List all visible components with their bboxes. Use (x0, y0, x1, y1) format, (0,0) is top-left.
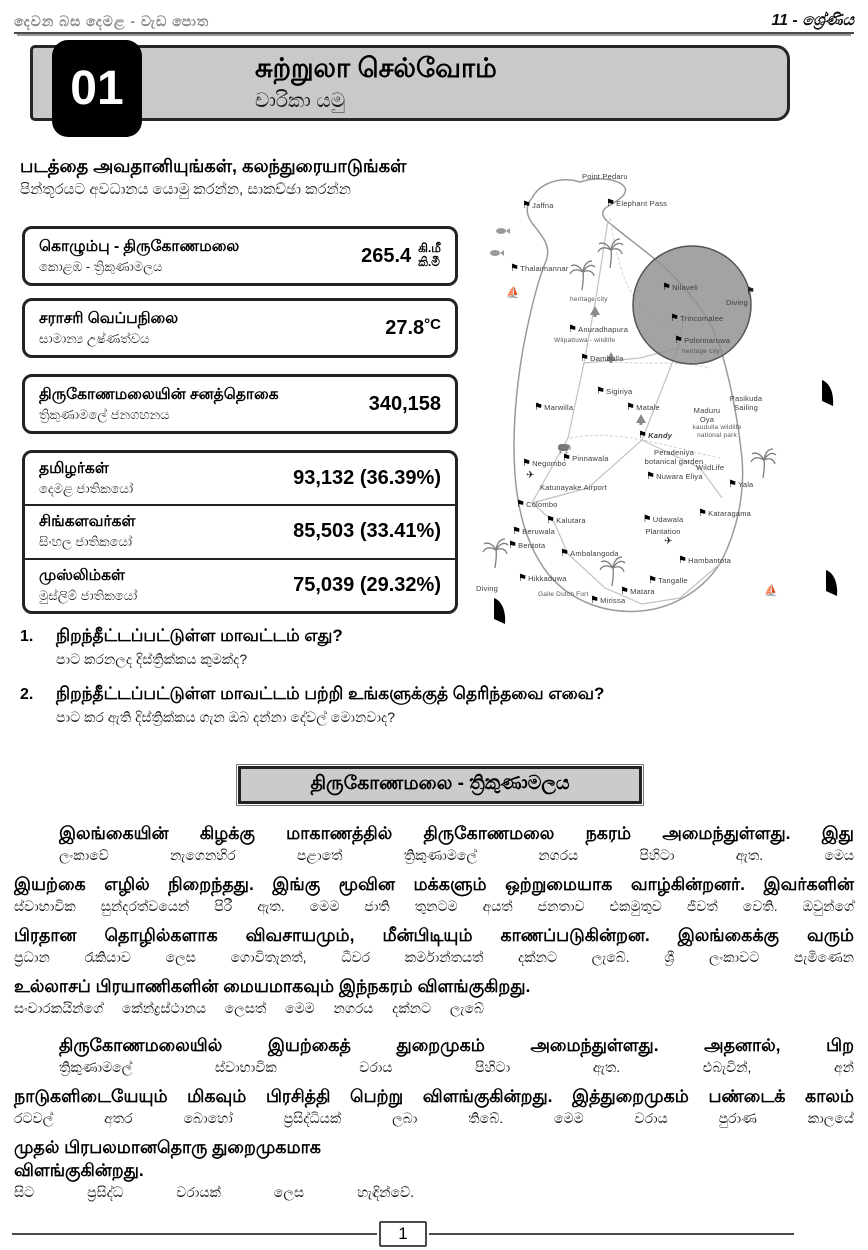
map-label-udawala-plantation: ⚑ Udawala Plantation (636, 514, 690, 536)
question-1 (20, 626, 858, 668)
table-row-tamils (25, 453, 455, 504)
map-label-ambalangoda: ⚑ Ambalangoda (560, 548, 619, 559)
sinhalese-label-tamil: சிங்களவர்கள் (39, 513, 136, 531)
question-2-tamil: நிறந்தீட்டப்பட்டுள்ள மாவட்டம் பற்றி உங்களுக்குத் தெரிந்தவை எவை? (56, 684, 605, 703)
passage-line-tamil: இலங்கையின் கிழக்கு மாகாணத்தில் திருகோணமலை நகரம் அமைந்துள்ளது. இது (59, 823, 854, 843)
temperature-label-sinhala: සාමාන්‍ය උෂ්ණත්වය (39, 330, 150, 346)
fact-box-temperature (22, 298, 458, 358)
page-footer (12, 1221, 794, 1247)
distance-unit-sinhala: කි.මී (418, 255, 440, 269)
map-label-bentota: ⚑ Bentota (508, 540, 545, 551)
map-label-kalutara: ⚑ Kalutara (546, 515, 586, 526)
instruction-sinhala: පින්තූරයට අවධානය යොමු කරන්න, සාකච්ඡා කරන්න (20, 181, 351, 198)
lesson-title-sinhala: චාරිකා යමු (255, 90, 346, 112)
passage-line-tamil: முதல் பிரபலமானதொரு துறைமுகமாக விளங்குகின்றது. (14, 1137, 321, 1180)
map-label-katunayake-airport: Katunayake Airport (540, 483, 607, 492)
passage-line-sinhala: සංචාරකයින්ගේ කේන්ද්‍රස්ථානය ලෙසත් මෙම නගරය දක්නට ලැබේ (14, 1000, 484, 1016)
map-label-pasikuda-sailing: Pasikuda Sailing (729, 394, 763, 413)
passage-line-sinhala: සිට ප්‍රසිද්ධ වරායක් ලෙස හැඳින්වේ. (14, 1184, 414, 1200)
passage-line-tamil: உல்லாசப் பிரயாணிகளின் மையமாகவும் இந்நகரம் விளங்குகிறது. (14, 976, 531, 996)
muslims-value: 75,039 (29.32%) (293, 573, 441, 596)
map-label-dambulla: ⚑ Dambulla (580, 353, 623, 364)
question-2-sinhala: පාට කර ඇති දිස්ත්‍රික්කය ගැන ඔබ දන්නා දේවල් මොනවාද? (56, 709, 396, 725)
passage-line-tamil: இயற்கை எழில் நிறைந்தது. இங்கு மூவின மக்களும் ஒற்றுமையாக வாழ்கின்றனர். இவர்களின் (14, 874, 854, 894)
map-label-diving-southwest: Diving (476, 584, 499, 593)
section-title: திருகோணமலை - ත්‍රිකුණාමලය (238, 766, 642, 804)
muslims-label-sinhala: මුස්ලිම් ජාතිකයෝ (39, 587, 138, 603)
table-row-muslims (25, 558, 455, 611)
map-label-wildlife: WildLife (696, 463, 725, 472)
page-header (14, 4, 854, 34)
table-row-sinhalese (25, 504, 455, 557)
passage-line-sinhala: ලංකාවේ නැගෙනහිර පළාතේ ත්‍රිකුණාමලේ නගරය පිහිටා ඇත. මෙය (59, 847, 854, 863)
temperature-label-tamil: சராசரி வெப்பநிலை (39, 309, 179, 327)
footer-rule-right (429, 1233, 794, 1235)
map-label-jaffna: ⚑ Jaffna (522, 200, 554, 211)
population-label-sinhala: ත්‍රිකුණාමලේ ජනගහනය (39, 406, 170, 422)
instruction-block (20, 156, 540, 198)
fact-box-distance (22, 226, 458, 286)
footer-rule-left (12, 1233, 377, 1235)
map-label-colombo: ⚑ Colombo (516, 499, 558, 510)
sailboat-icon: ⛵ (506, 287, 520, 299)
map-label-wilpattuwa: Wilpattuwa - wildlife (554, 337, 616, 344)
map-label-heritage-city-anuradhapura: heritage city (570, 296, 608, 303)
map-label-maduru-oya: Maduru Oya (693, 406, 721, 425)
header-grade: 11 - ශ්‍රේණිය (771, 12, 854, 29)
fact-box-population (22, 374, 458, 434)
sailboat-icon: ⛵ (764, 585, 778, 597)
muslims-label-tamil: முஸ்லிம்கள் (39, 566, 126, 584)
passage-line-tamil: நாடுகளிடையேயும் மிகவும் பிரசித்தி பெற்று விளங்குகின்றது. இத்துறைமுகம் பண்டைக் காலம் (14, 1086, 854, 1106)
reading-passage (14, 822, 854, 1210)
question-2-number: 2. (20, 686, 34, 703)
map-label-galle-dutch-fort: Galle Dutch Fort (538, 591, 589, 598)
map-label-heritage-city-polonnaruwa: heritage city (682, 348, 720, 355)
passage-line-tamil: பிரதான தொழில்களாக விவசாயமும், மீன்பிடியும் காணப்படுகின்றன. இலங்கைக்கு வரும் (14, 925, 854, 945)
ethnic-population-table (22, 450, 458, 614)
map-label-matara: ⚑ Matara (620, 586, 655, 597)
passage-line-sinhala: ප්‍රධාන රැකියාව ලෙස ගොවිතැනත්, ධීවර කර්මාන්තයත් දක්නට ලැබේ. ශ්‍රී ලංකාවට පැමිණෙන (14, 949, 854, 965)
distance-label-sinhala: කොළඹ - ත්‍රිකුණාමලය (39, 258, 163, 274)
population-value: 340,158 (368, 392, 441, 415)
lesson-title-tamil: சுற்றுலா செல்வோம் (255, 53, 497, 83)
tamils-label-sinhala: දෙමළ ජාතිකයෝ (39, 481, 134, 497)
temperature-unit: °C (424, 315, 441, 333)
passage-line-tamil: திருகோணமலையில் இயற்கைத் துறைமுகம் அமைந்துள்ளது. அதனால், பிற (59, 1035, 854, 1055)
map-label-thalaimannar: ⚑ Thalaimannar (510, 263, 568, 274)
map-label-polonnaruwa: ⚑ Polonnaruwa (674, 335, 730, 346)
map-label-nilaveli: ⚑ Nilaveli (662, 282, 698, 293)
map-label-diving-east: Diving (726, 298, 749, 307)
passage-line-sinhala: ත්‍රිකුණාමලේ ස්වාභාවික වරාය පිහිටා ඇත. එබැවින්, අන් (59, 1059, 854, 1075)
passage-line-sinhala: රටවල් අතර බොහෝ ප්‍රසිද්ධියක් ලබා තිබේ. මෙම වරාය පුරාණ කාලයේ (14, 1110, 854, 1126)
map-label-mirissa: ⚑ Mirissa (590, 595, 625, 606)
map-label-hambantota: ⚑ Hambantota (678, 555, 731, 566)
map-label-matale: ⚑ Matale (626, 402, 660, 413)
map-label-nuwara-eliya: ⚑ Nuwara Eliya (646, 471, 703, 482)
map-label-point-pedro: Point Pedaru (582, 172, 628, 181)
map-label-hikkaduwa: ⚑ Hikkaduwa (518, 573, 567, 584)
question-1-number: 1. (20, 628, 34, 645)
map-label-negombo: ⚑ Negombo (522, 458, 566, 469)
map-label-yala: ⚑ Yala (728, 479, 753, 490)
distance-value: 265.4 (361, 244, 412, 267)
sinhalese-label-sinhala: සිංහල ජාතිකයෝ (39, 534, 133, 550)
map-label-trincomalee: ⚑ Trincomalee (670, 313, 723, 324)
question-2 (20, 684, 858, 726)
flag-pin-icon: ⚑ (746, 286, 755, 297)
tamils-label-tamil: தமிழர்கள் (39, 460, 109, 478)
page-number: 1 (379, 1221, 426, 1247)
sinhalese-value: 85,503 (33.41%) (293, 520, 441, 543)
map-label-peradeniya-garden: Peradeniya botanical garden (644, 448, 704, 467)
distance-label-tamil: கொழும்பு - திருகோணமலை (39, 237, 240, 255)
map-label-kataragama: ⚑ Kataragama (698, 508, 751, 519)
map-label-anuradhapura: ⚑ Anuradhapura (568, 324, 628, 335)
airplane-icon: ✈ (526, 470, 535, 481)
map-label-kaudulla-park: kaudulla wildlife national park (692, 424, 742, 440)
question-1-sinhala: පාට කරනලද දිස්ත්‍රික්කය කුමක්ද? (56, 651, 248, 667)
lesson-banner (30, 45, 790, 121)
temperature-value: 27.8 (385, 316, 425, 339)
map-label-tangalle: ⚑ Tangalle (648, 575, 688, 586)
map-label-sigiriya: ⚑ Sigiriya (596, 386, 632, 397)
airplane-icon: ✈ (664, 536, 673, 547)
question-1-tamil: நிறந்தீட்டப்பட்டுள்ள மாவட்டம் எது? (56, 626, 343, 645)
map-label-beruwala: ⚑ Beruwala (512, 526, 555, 537)
sri-lanka-tourist-map (470, 158, 868, 626)
map-label-elephant-pass: ⚑ Elephant Pass (606, 198, 667, 209)
instruction-tamil: படத்தை அவதானியுங்கள், கலந்துரையாடுங்கள் (20, 156, 407, 176)
header-book-title: දෙවන බස දෙමළ - වැඩ පොත (14, 13, 210, 29)
lesson-number-badge: 01 (52, 40, 142, 137)
map-label-kandy: ⚑ Kandy (638, 430, 672, 441)
map-label-marawila: ⚑ Marwilla (534, 402, 573, 413)
tamils-value: 93,132 (36.39%) (293, 467, 441, 490)
passage-line-sinhala: ස්වාභාවික සුන්දරත්වයෙන් පිරී ඇත. මෙම ජාති තුනටම අයත් ජනතාව එකමුතුව ජීවත් වෙති. ඔවුන්ගේ (14, 898, 854, 914)
map-drawing (470, 158, 868, 626)
distance-unit-tamil: கி.மீ (418, 241, 441, 256)
population-label-tamil: திருகோணமலையின் சனத்தொகை (39, 385, 279, 403)
map-label-pinnawala: ⚑ Pinnawala (562, 453, 609, 464)
